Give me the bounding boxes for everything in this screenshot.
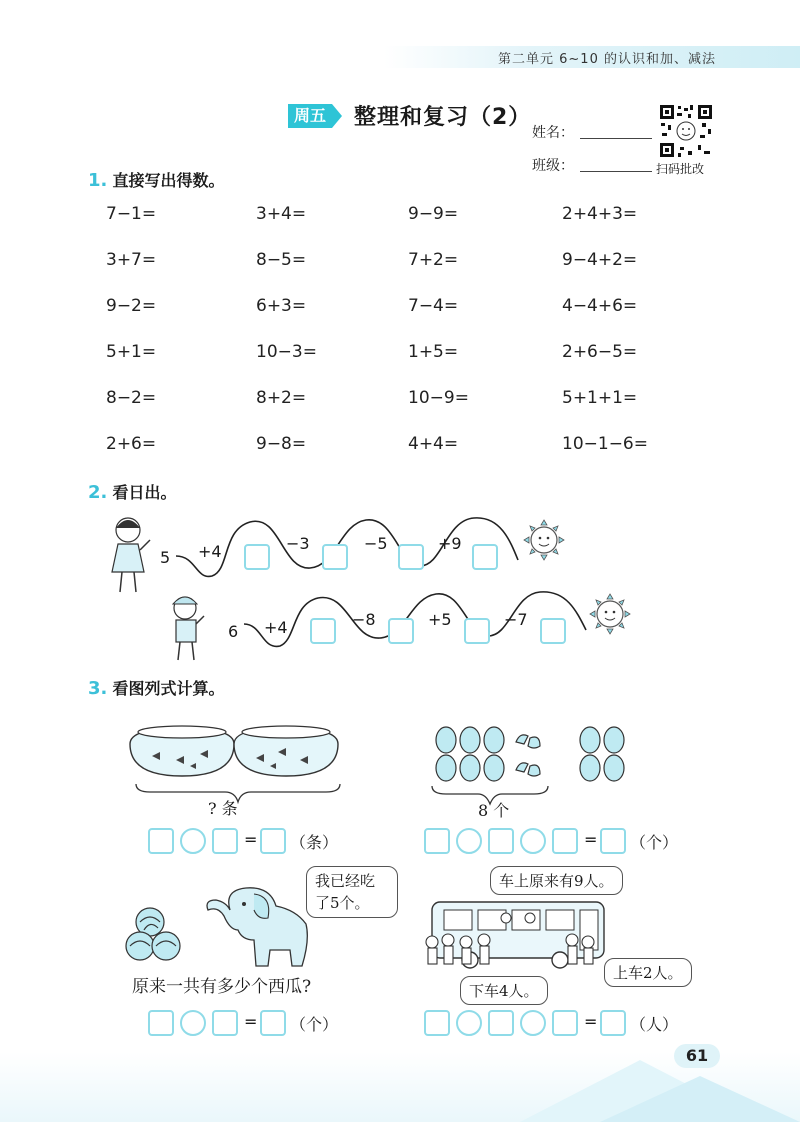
scan-label: 扫码批改 xyxy=(656,162,705,176)
q3-number: 3. xyxy=(88,678,108,699)
equation-box[interactable] xyxy=(488,1010,514,1036)
path1-answer-box[interactable] xyxy=(398,544,424,570)
operator-circle[interactable] xyxy=(180,828,206,854)
unit-label: （个） xyxy=(630,833,679,852)
path2-answer-box[interactable] xyxy=(388,618,414,644)
arithmetic-item: 10−9= xyxy=(408,388,469,408)
brace-1 xyxy=(136,784,340,802)
equation-box[interactable] xyxy=(148,1010,174,1036)
path1-op: −5 xyxy=(364,534,388,553)
arithmetic-item: 2+6−5= xyxy=(562,342,638,362)
path1-op: +9 xyxy=(438,534,462,553)
equation-box[interactable] xyxy=(552,828,578,854)
arithmetic-item: 2+6= xyxy=(106,434,157,454)
path2-op: +5 xyxy=(428,610,452,629)
path1-answer-box[interactable] xyxy=(244,544,270,570)
arithmetic-item: 4+4= xyxy=(408,434,459,454)
qr-code-icon[interactable] xyxy=(658,103,714,159)
boy-icon xyxy=(173,597,204,660)
arithmetic-item: 8−2= xyxy=(106,388,157,408)
q1-title: 直接写出得数。 xyxy=(112,171,225,190)
elephant-illustration xyxy=(120,870,320,970)
equation-box[interactable] xyxy=(212,1010,238,1036)
path2-op: +4 xyxy=(264,618,288,637)
girl-icon xyxy=(112,518,150,592)
path2-op: −8 xyxy=(352,610,376,629)
q2-title: 看日出。 xyxy=(112,483,177,502)
equation-box[interactable] xyxy=(552,1010,578,1036)
equals-sign: = xyxy=(584,830,598,849)
q1-heading xyxy=(88,168,224,191)
operator-circle[interactable] xyxy=(456,1010,482,1036)
path2-start: 6 xyxy=(228,622,239,641)
equals-sign: = xyxy=(244,1012,258,1031)
arithmetic-item: 7−4= xyxy=(408,296,459,316)
path2-answer-box[interactable] xyxy=(464,618,490,644)
path1-answer-box[interactable] xyxy=(472,544,498,570)
elephant-icon xyxy=(207,888,307,966)
path1-op: +4 xyxy=(198,542,222,561)
q3-top-illustration xyxy=(0,710,800,820)
bus-bubble-original: 车上原来有9人。 xyxy=(490,866,623,895)
brace-label-1: ? 条 xyxy=(208,799,238,818)
unit-label: （个） xyxy=(290,1015,339,1034)
name-label: 姓名： xyxy=(532,125,574,141)
equals-sign: = xyxy=(244,830,258,849)
arithmetic-item: 1+5= xyxy=(408,342,459,362)
equation-box[interactable] xyxy=(424,828,450,854)
class-label: 班级： xyxy=(532,158,574,174)
path1-op: −3 xyxy=(286,534,310,553)
sunrise-wave-2 xyxy=(244,592,586,647)
arithmetic-item: 9−2= xyxy=(106,296,157,316)
watermelon-question: 原来一共有多少个西瓜? xyxy=(132,977,312,997)
arithmetic-item: 5+1+1= xyxy=(562,388,638,408)
q3-heading xyxy=(88,676,224,699)
arithmetic-item: 8+2= xyxy=(256,388,307,408)
path2-answer-box[interactable] xyxy=(540,618,566,644)
unit-label: （人） xyxy=(630,1015,679,1034)
arithmetic-item: 6+3= xyxy=(256,296,307,316)
result-box[interactable] xyxy=(600,1010,626,1036)
operator-circle[interactable] xyxy=(520,828,546,854)
page-title: 整理和复习（2） xyxy=(354,105,532,130)
equation-box[interactable] xyxy=(424,1010,450,1036)
q1-number: 1. xyxy=(88,170,108,191)
sunrise-illustration xyxy=(0,500,800,680)
broken-egg-icon xyxy=(516,735,540,776)
equation-box[interactable] xyxy=(212,828,238,854)
q3-title: 看图列式计算。 xyxy=(112,679,225,698)
result-box[interactable] xyxy=(260,1010,286,1036)
page-number: 61 xyxy=(674,1044,720,1068)
equals-sign: = xyxy=(584,1012,598,1031)
header-band xyxy=(0,46,800,68)
elephant-speech-bubble xyxy=(306,866,398,918)
path1-start: 5 xyxy=(160,548,171,567)
fishbowl-icon xyxy=(234,726,338,776)
equation-box[interactable] xyxy=(488,828,514,854)
operator-circle[interactable] xyxy=(520,1010,546,1036)
path2-answer-box[interactable] xyxy=(310,618,336,644)
arithmetic-item: 7−1= xyxy=(106,204,157,224)
sun-icon xyxy=(590,594,630,634)
equation-box[interactable] xyxy=(148,828,174,854)
arithmetic-item: 2+4+3= xyxy=(562,204,638,224)
arithmetic-item: 10−1−6= xyxy=(562,434,648,454)
arithmetic-item: 5+1= xyxy=(106,342,157,362)
bus-bubble-on: 上车2人。 xyxy=(604,958,692,987)
result-box[interactable] xyxy=(600,828,626,854)
fishbowl-icon xyxy=(130,726,234,776)
watermelon-icon xyxy=(126,908,180,960)
arithmetic-item: 9−4+2= xyxy=(562,250,638,270)
bubble-line: 了5个。 xyxy=(315,894,370,912)
arithmetic-item: 3+7= xyxy=(106,250,157,270)
day-badge: 周五 xyxy=(288,104,332,128)
path1-answer-box[interactable] xyxy=(322,544,348,570)
operator-circle[interactable] xyxy=(180,1010,206,1036)
arithmetic-item: 9−8= xyxy=(256,434,307,454)
class-field[interactable] xyxy=(580,153,652,172)
arithmetic-item: 9−9= xyxy=(408,204,459,224)
arithmetic-item: 10−3= xyxy=(256,342,317,362)
path2-op: −7 xyxy=(504,610,528,629)
name-field[interactable] xyxy=(580,120,652,139)
arithmetic-item: 3+4= xyxy=(256,204,307,224)
brace-label-2: 8 个 xyxy=(478,801,510,820)
operator-circle[interactable] xyxy=(456,828,482,854)
bus-bubble-off: 下车4人。 xyxy=(460,976,548,1005)
unit-title: 第二单元 6~10 的认识和加、减法 xyxy=(498,52,716,67)
sun-icon xyxy=(524,520,564,560)
bubble-line: 我已经吃 xyxy=(315,872,376,890)
bus-illustration xyxy=(420,896,620,976)
arithmetic-item: 4−4+6= xyxy=(562,296,638,316)
unit-label: （条） xyxy=(290,833,339,852)
arithmetic-item: 7+2= xyxy=(408,250,459,270)
q2-number: 2. xyxy=(88,482,108,503)
result-box[interactable] xyxy=(260,828,286,854)
day-badge-arrow xyxy=(332,104,342,128)
arithmetic-item: 8−5= xyxy=(256,250,307,270)
bus-icon xyxy=(432,902,604,968)
